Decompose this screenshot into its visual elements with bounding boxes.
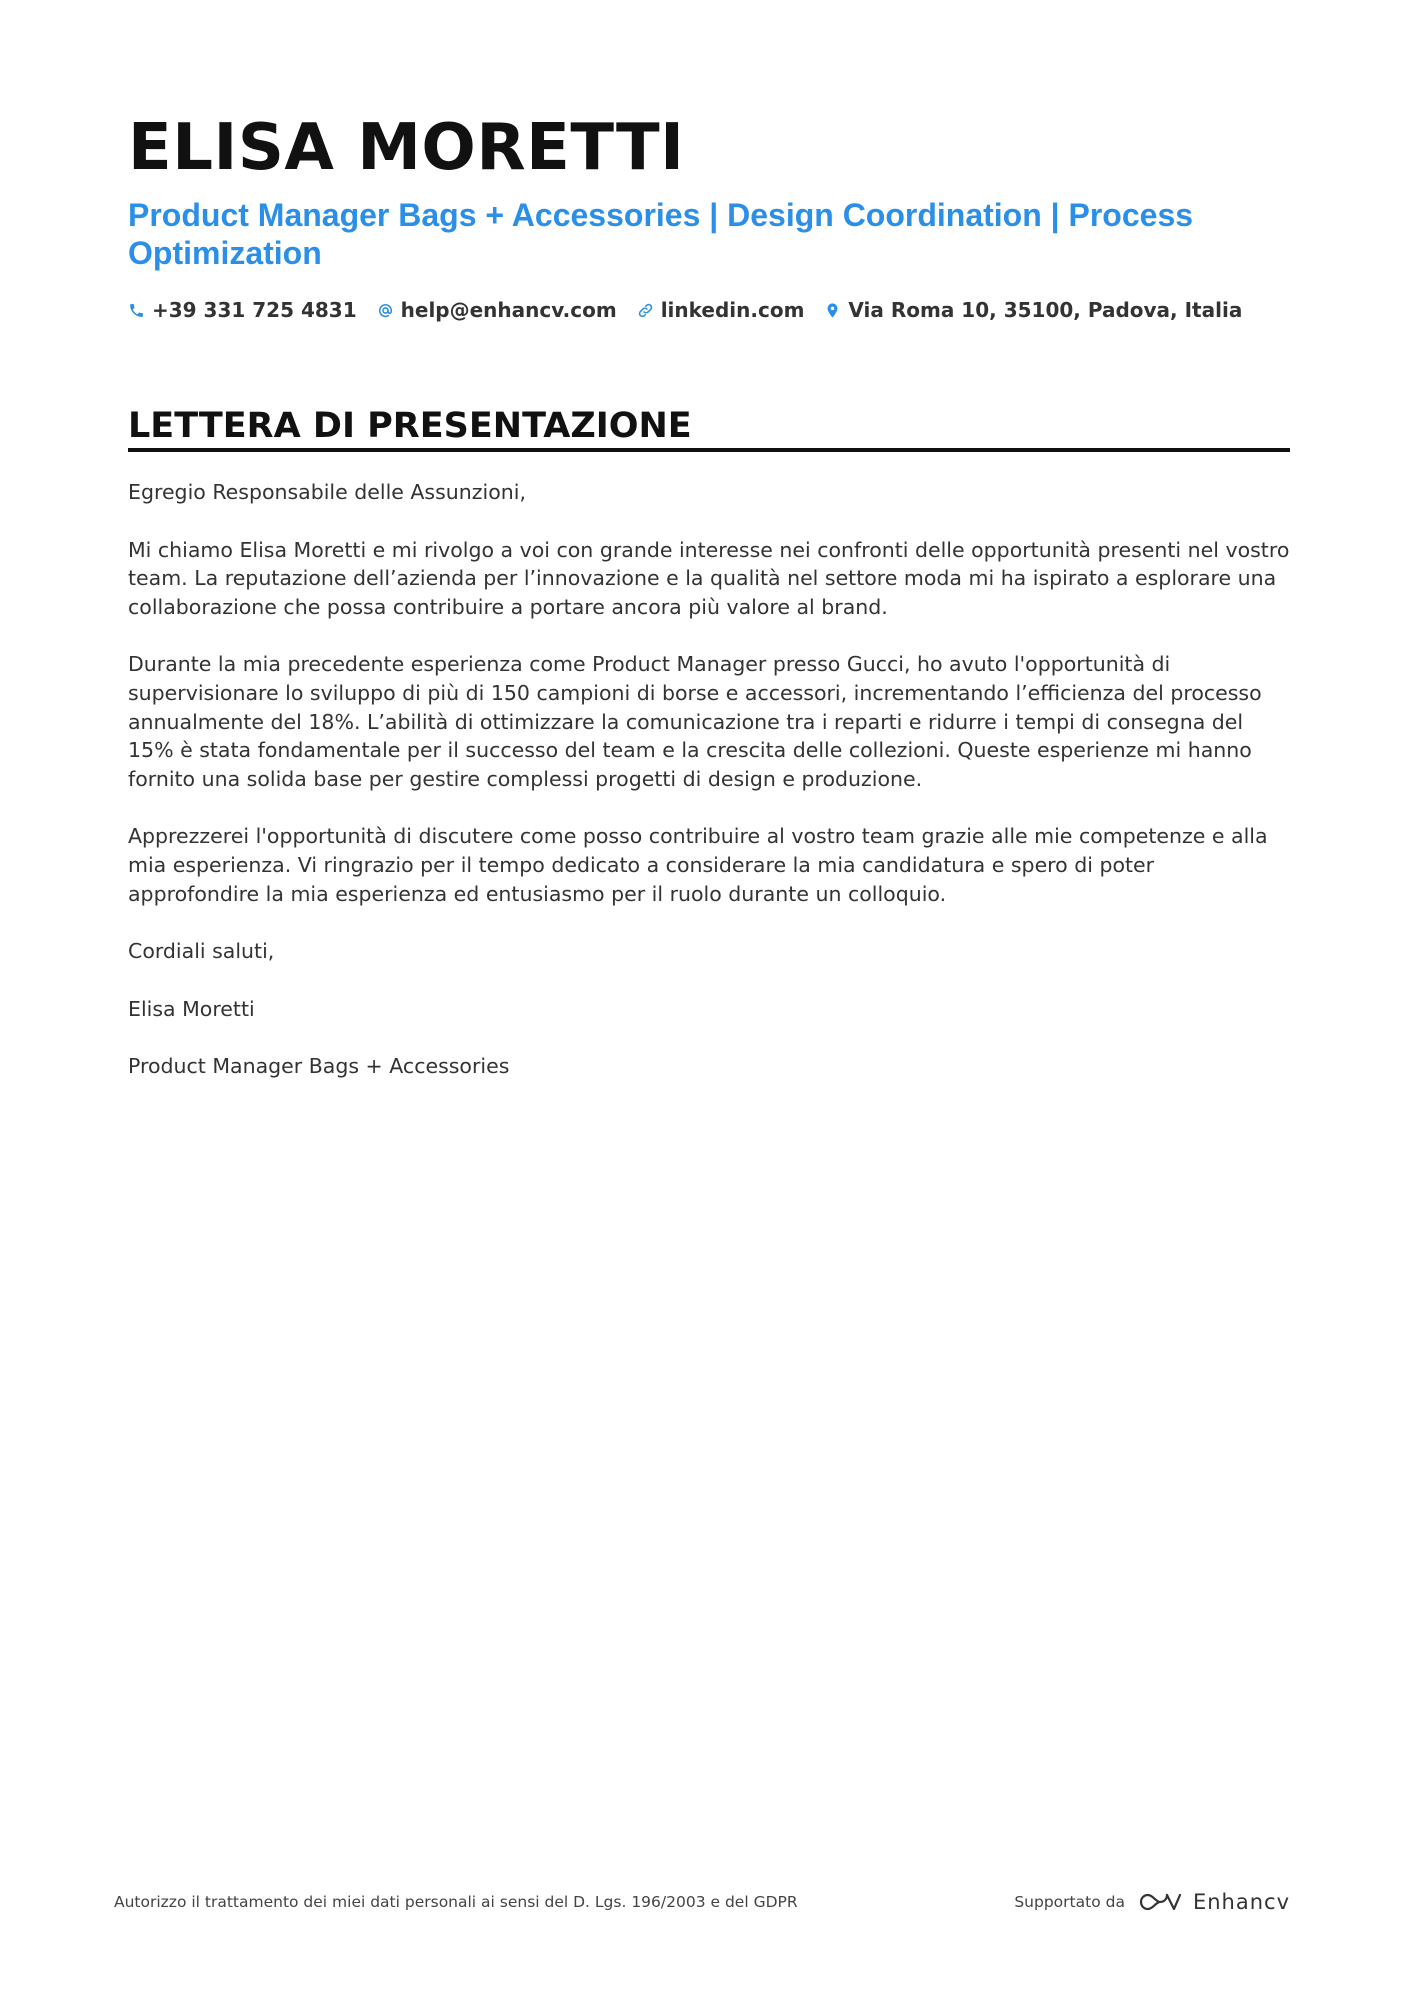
contact-address [824,298,1242,322]
powered-by-label: Supportato da [1014,1893,1125,1911]
header [128,112,1288,322]
at-icon [377,302,394,319]
phone-text: +39 331 725 4831 [152,298,357,322]
contact-linkedin[interactable] [637,298,805,322]
candidate-name: ELISA MORETTI [128,111,685,185]
enhancv-brand[interactable] [1137,1890,1290,1914]
signature-name: Elisa Moretti [128,996,255,1021]
contact-email[interactable] [377,298,617,322]
paragraph-experience: Durante la mia precedente esperienza come Product Manager presso Gucci, ho avuto l'opportunità di supervisionare lo sviluppo di più di 150 campioni di borse e accessori, incrementando l’efficienza del processo annualmente del 18%. L’abilità di ottimizzare la comunicazione tra i reparti e ridurre i tempi di consegna del 15% è stata fondamentale per il successo del team e la crescita delle collezioni. Queste esperienze mi hanno fornito una solida base per gestire complessi progetti di design e produzione. [128,652,1262,791]
enhancv-brand-text: Enhancv [1192,1890,1290,1914]
linkedin-text[interactable]: linkedin.com [660,298,805,322]
location-pin-icon [824,302,841,319]
paragraph-closing: Apprezzerei l'opportunità di discutere come posso contribuire al vostro team grazie alle mie competenze e alla mia esperienza. Vi ringrazio per il tempo dedicato a considerare la mia candidatura e spero di poter approfondire la mia esperienza ed entusiasmo per il ruolo durante un colloquio. [128,824,1268,906]
address-text: Via Roma 10, 35100, Padova, Italia [848,298,1243,322]
link-icon [637,302,654,319]
section-title: LETTERA DI PRESENTAZIONE [128,404,1290,452]
headline: Product Manager Bags + Accessories | Design Coordination | Process Optimization [128,197,1194,271]
salutation: Egregio Responsabile delle Assunzioni, [128,480,526,504]
powered-by[interactable] [1014,1890,1290,1914]
contact-phone [128,298,357,322]
contact-bar [128,298,1288,322]
email-text[interactable]: help@enhancv.com [400,298,617,322]
closing: Cordiali saluti, [128,939,275,964]
letter-body [128,478,1290,1110]
paragraph-intro: Mi chiamo Elisa Moretti e mi rivolgo a voi con grande interesse nei confronti delle opportunità presenti nel vostro team. La reputazione dell’azienda per l’innovazione e la qualità nel settore moda mi ha ispirato a esplorare una collaborazione che possa contribuire a portare ancora più valore al brand. [128,537,1290,619]
footer [114,1890,1290,1914]
enhancv-logo-icon [1137,1890,1183,1914]
signature-title: Product Manager Bags + Accessories [128,1054,510,1079]
consent-text: Autorizzo il trattamento dei miei dati personali ai sensi del D. Lgs. 196/2003 e del GDPR [114,1893,798,1911]
phone-icon [128,302,145,319]
